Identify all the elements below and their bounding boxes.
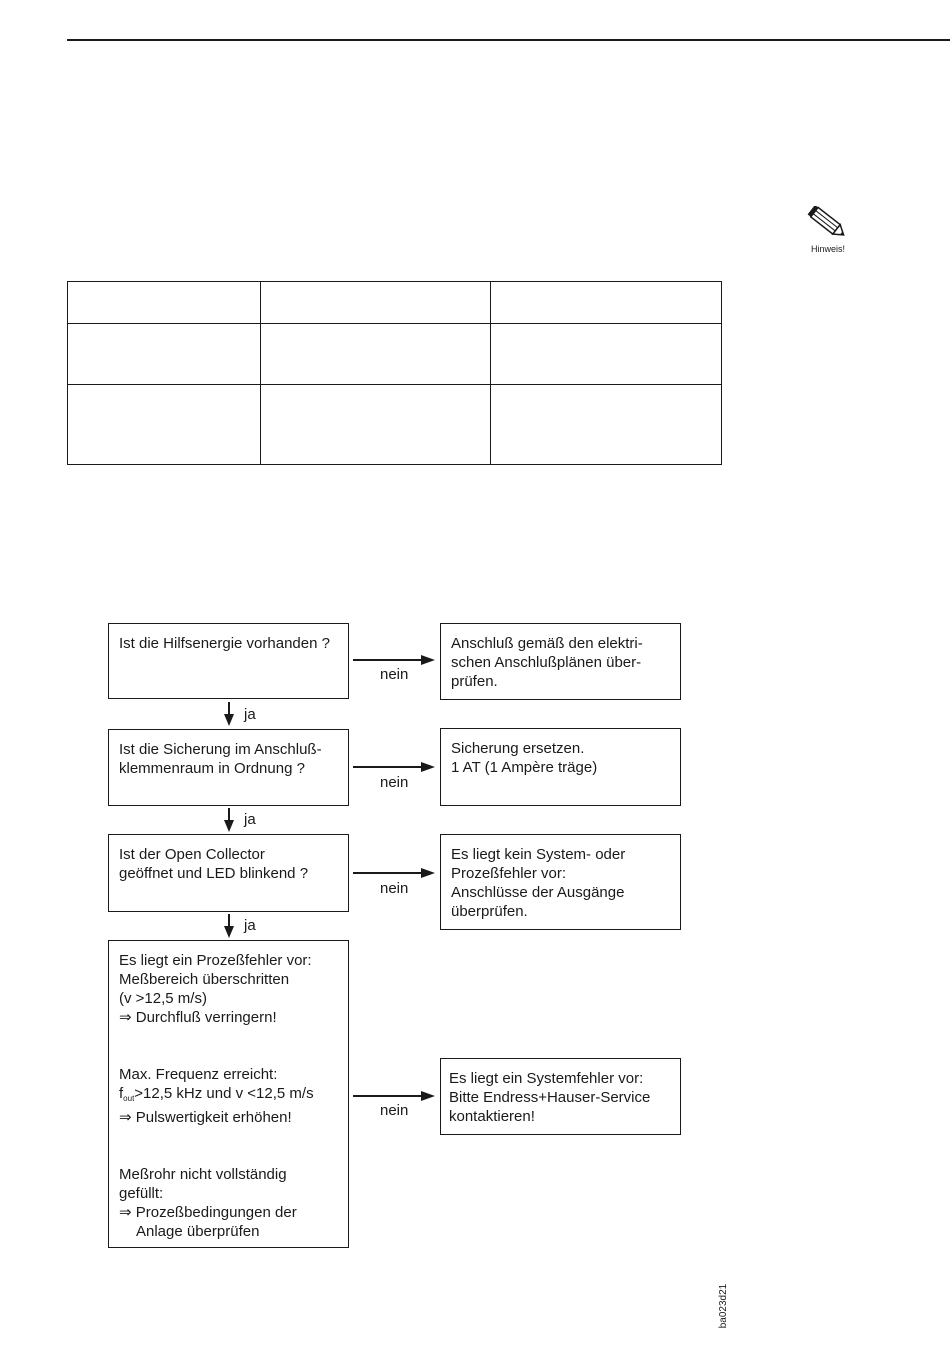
- pencil-icon: [806, 206, 850, 242]
- note-label: Hinweis!: [810, 244, 845, 254]
- result-text: ⇒ Pulswertigkeit erhöhen!: [119, 1109, 292, 1126]
- table-cell: [491, 324, 722, 385]
- result-text: gefüllt:: [119, 1185, 164, 1202]
- result-text: Meßbereich überschritten: [119, 971, 290, 988]
- result-text: (v >12,5 m/s): [119, 990, 207, 1007]
- action-box-2: Sicherung ersetzen. 1 AT (1 Ampère träge): [440, 728, 681, 806]
- action-box-3: Es liegt kein System- oder Prozeßfehler vor: Anschlüsse der Ausgänge überprüfen.: [440, 834, 681, 930]
- result-text: ⇒ Durchfluß verringern!: [119, 1009, 277, 1026]
- question-box-3: Ist der Open Collector geöffnet und LED blinkend ?: [108, 834, 349, 912]
- note-hint: [800, 206, 856, 262]
- result-text: Meßrohr nicht vollständig: [119, 1166, 287, 1183]
- empty-table: [67, 281, 722, 465]
- result-text: Anlage überprüfen: [136, 1223, 260, 1240]
- result-box: [108, 940, 349, 1248]
- table-cell: [261, 282, 491, 324]
- result-text: $f_{out}>12,5$ kHz und v <12,5 m/s: [119, 1085, 314, 1103]
- figure-code: ba023d21: [718, 1283, 729, 1329]
- table-cell: [68, 324, 261, 385]
- result-text: ⇒ Prozeßbedingungen der: [119, 1204, 297, 1221]
- arrow-right-4: [353, 1090, 435, 1102]
- arrow-right-2: [353, 761, 435, 773]
- table-row: [68, 282, 722, 324]
- no-label-3: nein: [380, 880, 409, 897]
- arrow-down-2: [223, 808, 235, 832]
- table-cell: [68, 282, 261, 324]
- table-cell: [261, 385, 491, 465]
- action-box-1: Anschluß gemäß den elektri- schen Anschlußplänen über- prüfen.: [440, 623, 681, 700]
- result-text: Es liegt ein Prozeßfehler vor:: [119, 952, 312, 969]
- result-text: Max. Frequenz erreicht:: [119, 1066, 278, 1083]
- arrow-right-1: [353, 654, 435, 666]
- yes-label-2: ja: [244, 811, 256, 828]
- table-row: [68, 385, 722, 465]
- no-label-1: nein: [380, 666, 409, 683]
- arrow-down-3: [223, 914, 235, 938]
- yes-label-3: ja: [244, 917, 256, 934]
- table-row: [68, 324, 722, 385]
- table-cell: [261, 324, 491, 385]
- no-label-2: nein: [380, 774, 409, 791]
- yes-label-1: ja: [244, 706, 256, 723]
- no-label-4: nein: [380, 1102, 409, 1119]
- top-rule: [67, 39, 950, 41]
- question-box-1: Ist die Hilfsenergie vorhanden ?: [108, 623, 349, 699]
- table-cell: [68, 385, 261, 465]
- arrow-down-1: [223, 702, 235, 726]
- question-box-2: Ist die Sicherung im Anschluß- klemmenraum in Ordnung ?: [108, 729, 349, 806]
- subscript-text: out: [123, 1094, 135, 1103]
- table-cell: [491, 282, 722, 324]
- arrow-right-3: [353, 867, 435, 879]
- action-box-4: Es liegt ein Systemfehler vor: Bitte Endress+Hauser-Service kontaktieren!: [440, 1058, 681, 1135]
- table-cell: [491, 385, 722, 465]
